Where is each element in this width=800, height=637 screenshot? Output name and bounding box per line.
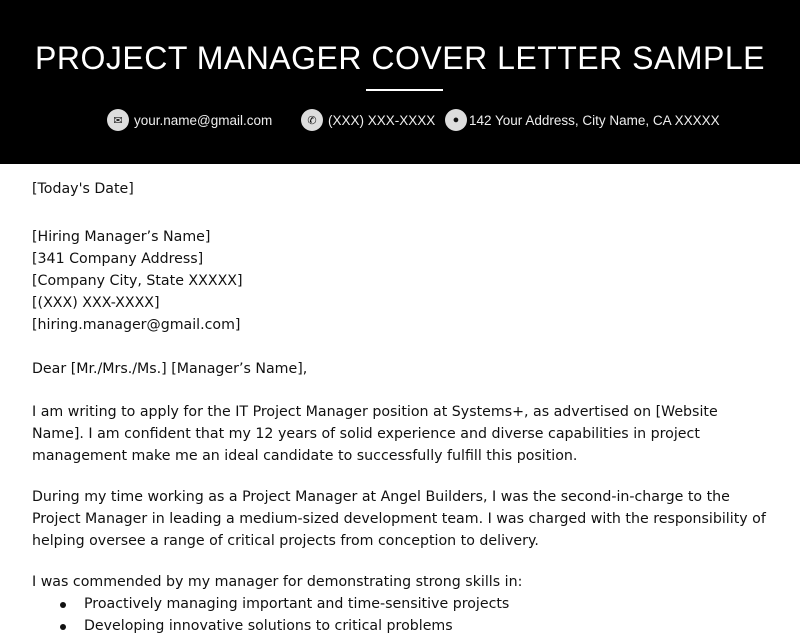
phone-text: (XXX) XXX-XXXX bbox=[328, 112, 436, 128]
contact-address bbox=[445, 109, 720, 131]
contact-email bbox=[107, 109, 272, 131]
title-divider bbox=[366, 89, 443, 91]
recipient-line: [(XXX) XXX-XXXX] bbox=[32, 295, 160, 311]
letter-body bbox=[32, 178, 772, 637]
header-banner bbox=[0, 0, 800, 164]
page-title: PROJECT MANAGER COVER LETTER SAMPLE bbox=[35, 40, 765, 76]
list-item: Proactively managing important and time-sensitive projects bbox=[60, 593, 772, 615]
recipient-line: [Hiring Manager’s Name] bbox=[32, 229, 211, 245]
phone-icon: ✆ bbox=[301, 109, 323, 131]
paragraph: I am writing to apply for the IT Project Manager position at Systems+, as advertised on [Website Name]. I am confident that my 12 years of solid experience and diverse capabilities in project management make me an ideal candidate to successfully fulfill this position. bbox=[32, 404, 718, 464]
recipient-line: [hiring.manager@gmail.com] bbox=[32, 317, 241, 333]
email-text: your.name@gmail.com bbox=[134, 112, 273, 128]
paragraph: During my time working as a Project Manager at Angel Builders, I was the second-in-charge to the Project Manager in leading a medium-sized development team. I was charged with the responsibility of helping oversee a range of critical projects from conception to delivery. bbox=[32, 489, 766, 549]
paragraph: I was commended by my manager for demonstrating strong skills in: bbox=[32, 574, 523, 590]
salutation: Dear [Mr./Mrs./Ms.] [Manager’s Name], bbox=[32, 361, 308, 377]
contact-phone bbox=[301, 109, 435, 131]
list-item: Developing innovative solutions to critical problems bbox=[60, 615, 772, 637]
envelope-icon: ✉ bbox=[107, 109, 129, 131]
skills-list bbox=[32, 593, 772, 637]
recipient-line: [Company City, State XXXXX] bbox=[32, 273, 243, 289]
location-pin-icon: ● bbox=[445, 109, 467, 131]
recipient-line: [341 Company Address] bbox=[32, 251, 204, 267]
letter-date: [Today's Date] bbox=[32, 181, 134, 197]
address-text: 142 Your Address, City Name, CA XXXXX bbox=[469, 112, 720, 128]
